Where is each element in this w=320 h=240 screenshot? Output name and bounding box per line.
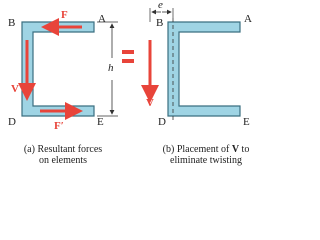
caption-right [144, 144, 268, 166]
left-channel-shape [22, 22, 94, 116]
label-dimension-h: h [108, 62, 114, 74]
label-point-e-left: E [97, 116, 104, 128]
caption-right-pre: (b) Placement of [162, 144, 232, 155]
caption-right-post: to [239, 144, 250, 155]
label-point-d-right: D [158, 116, 166, 128]
caption-left-line2: on elements [38, 155, 88, 166]
label-point-b-left: B [8, 17, 16, 29]
label-point-d-left: D [8, 116, 16, 128]
label-dimension-e: e [158, 0, 163, 11]
equals-sign [122, 50, 134, 63]
caption-right-line1 [144, 144, 268, 155]
label-point-a-left: A [98, 13, 106, 25]
caption-left [4, 144, 122, 166]
label-point-a-right: A [244, 13, 252, 25]
left-force-arrows [27, 27, 82, 111]
label-force-v-left: V [11, 83, 19, 95]
right-channel-section [168, 18, 240, 120]
label-point-b-right: B [156, 17, 164, 29]
right-channel-shape [168, 22, 240, 116]
label-force-f: F [61, 9, 68, 21]
label-point-e-right: E [243, 116, 250, 128]
caption-left-line1: (a) Resultant forces [23, 144, 103, 155]
caption-right-line2: eliminate twisting [170, 155, 242, 166]
caption-right-bold: V [231, 144, 240, 155]
left-channel-section [22, 22, 94, 116]
label-force-f-prime: F′ [54, 120, 64, 132]
label-force-v-right: V [146, 97, 154, 109]
